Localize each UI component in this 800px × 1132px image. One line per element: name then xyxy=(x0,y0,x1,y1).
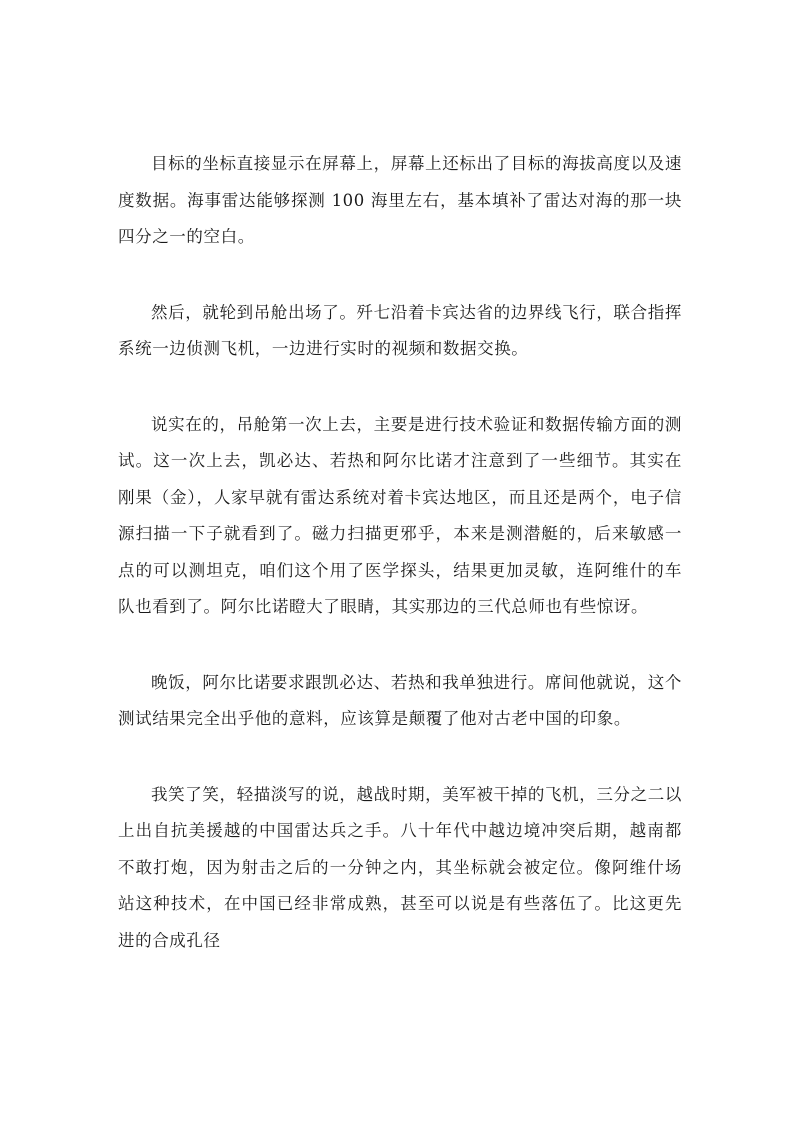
paragraph-1: 目标的坐标直接显示在屏幕上，屏幕上还标出了目标的海拔高度以及速度数据。海事雷达能够探测 100 海里左右，基本填补了雷达对海的那一块四分之一的空白。 xyxy=(118,154,682,246)
paragraph-5: 我笑了笑，轻描淡写的说，越战时期，美军被干掉的飞机，三分之二以上出自抗美援越的中国雷达兵之手。八十年代中越边境冲突后期，越南都不敢打炮，因为射击之后的一分钟之内，其坐标就会被定位。像阿维什场站这种技术，在中国已经非常成熟，甚至可以说是有些落伍了。比这更先进的合成孔径 xyxy=(118,784,682,950)
paragraph-4: 晚饭，阿尔比诺要求跟凯必达、若热和我单独进行。席间他就说，这个测试结果完全出乎他的意料，应该算是颠覆了他对古老中国的印象。 xyxy=(118,672,682,728)
paragraph-3: 说实在的，吊舱第一次上去，主要是进行技术验证和数据传输方面的测试。这一次上去，凯必达、若热和阿尔比诺才注意到了一些细节。其实在刚果（金），人家早就有雷达系统对着卡宾达地区，而且还是两个，电子信源扫描一下子就看到了。磁力扫描更邪乎，本来是测潜艇的，后来敏感一点的可以测坦克，咱们这个用了医学探头，结果更加灵敏，连阿维什的车队也看到了。阿尔比诺瞪大了眼睛，其实那边的三代总师也有些惊讶。 xyxy=(118,414,682,616)
paragraph-2: 然后，就轮到吊舱出场了。歼七沿着卡宾达省的边界线飞行，联合指挥系统一边侦测飞机，一边进行实时的视频和数据交换。 xyxy=(118,302,682,358)
document-body xyxy=(118,146,682,998)
